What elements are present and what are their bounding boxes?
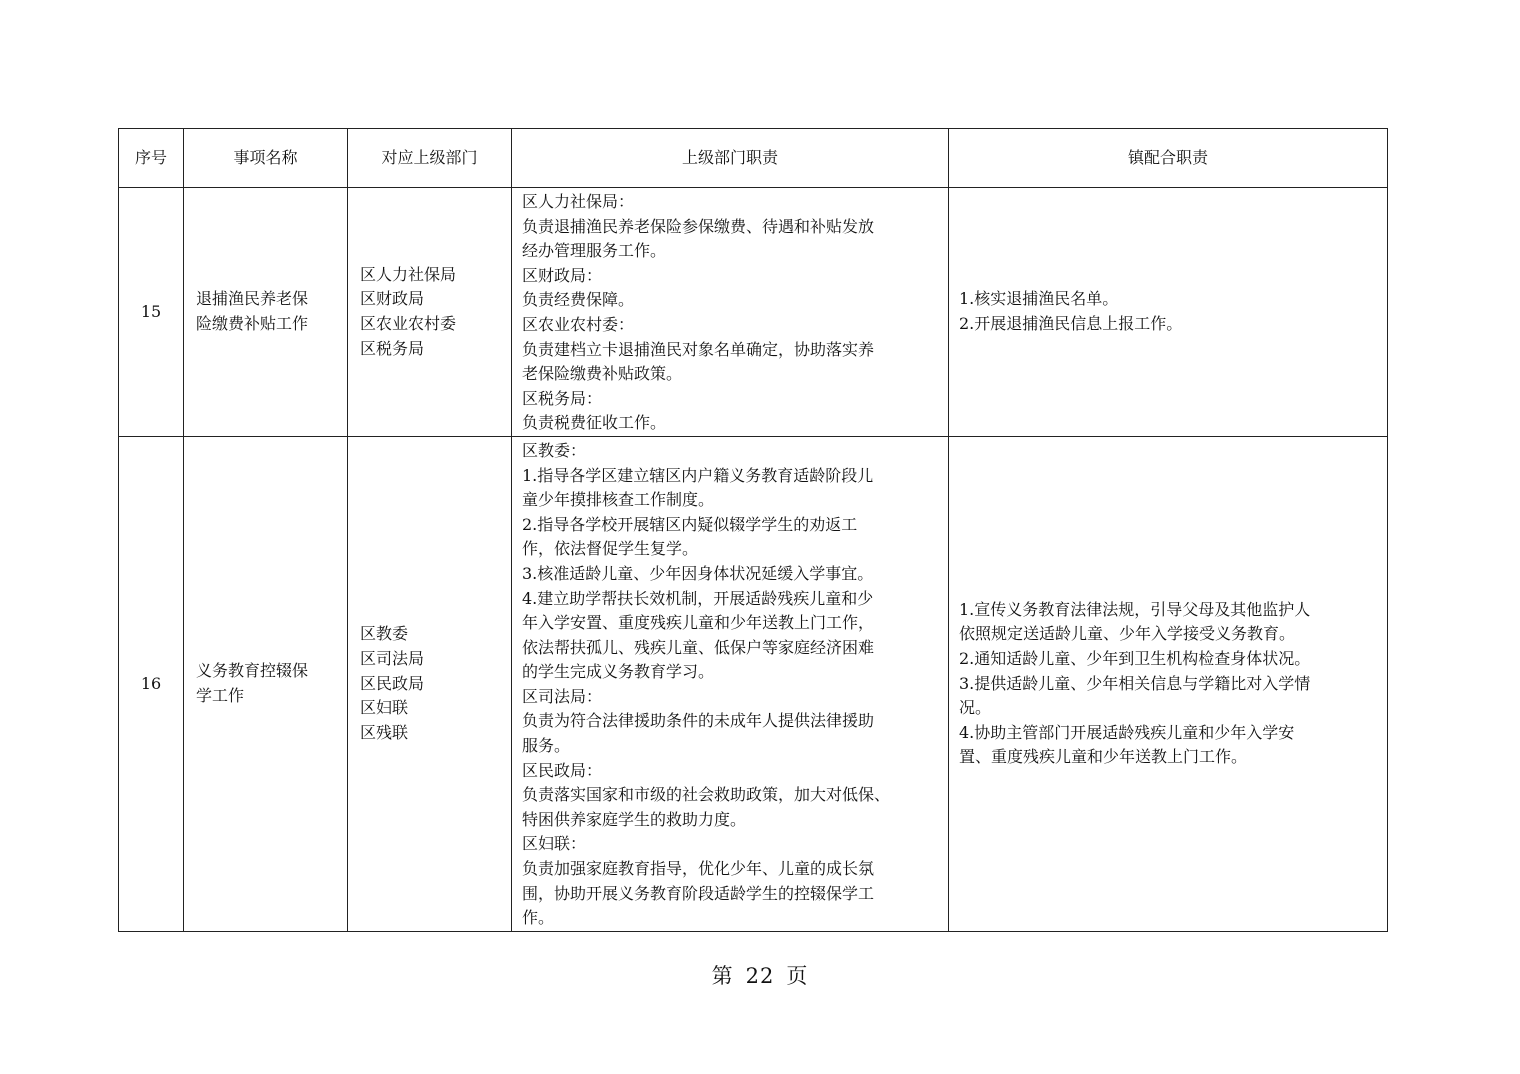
duty-line: 区财政局：: [522, 265, 603, 285]
town-duty-line: 依照规定送适龄儿童、少年入学接受义务教育。: [959, 624, 1296, 644]
dept-line: 区妇联: [360, 698, 409, 718]
duty-line: 作。: [522, 908, 555, 928]
town-duty-cell: [949, 436, 1388, 931]
duty-line: 服务。: [522, 736, 571, 756]
duty-line: 负责退捕渔民养老保险参保缴费、待遇和补贴发放: [522, 216, 875, 236]
duty-line: 经办管理服务工作。: [522, 241, 667, 261]
town-duty-line: 3.提供适龄儿童、少年相关信息与学籍比对入学情: [959, 673, 1311, 693]
duty-line: 负责加强家庭教育指导，优化少年、儿童的成长氛: [522, 859, 875, 879]
table-header-row: [119, 129, 1388, 188]
duty-line: 负责落实国家和市级的社会救助政策，加大对低保、: [522, 785, 891, 805]
duty-line: 依法帮扶孤儿、残疾儿童、低保户等家庭经济困难: [522, 637, 875, 657]
duty-line: 1.指导各学区建立辖区内户籍义务教育适龄阶段儿: [522, 465, 874, 485]
duty-line: 老保险缴费补贴政策。: [522, 364, 683, 384]
duty-line: 的学生完成义务教育学习。: [522, 662, 715, 682]
dept-line: 区农业农村委: [360, 313, 457, 333]
seq-cell: 15: [119, 188, 184, 437]
duty-line: 区税务局：: [522, 388, 603, 408]
superior-duty-cell: [512, 436, 949, 931]
duty-line: 负责建档立卡退捕渔民对象名单确定，协助落实养: [522, 339, 875, 359]
header-town-duty: 镇配合职责: [949, 129, 1388, 188]
item-name-cell: [184, 436, 348, 931]
duty-line: 区人力社保局：: [522, 192, 635, 211]
header-superior-duty: 上级部门职责: [512, 129, 949, 188]
town-duty-line: 1.宣传义务教育法律法规，引导父母及其他监护人: [959, 599, 1311, 619]
duty-line: 4.建立助学帮扶长效机制，开展适龄残疾儿童和少: [522, 588, 874, 608]
header-item-name: 事项名称: [184, 129, 348, 188]
superior-dept-cell: [348, 436, 512, 931]
duty-line: 区农业农村委：: [522, 314, 635, 334]
seq-cell: 16: [119, 436, 184, 931]
item-name-line: 退捕渔民养老保: [196, 289, 309, 309]
dept-line: 区财政局: [360, 289, 425, 309]
item-name-cell: [184, 188, 348, 437]
page-number: 22: [745, 964, 775, 988]
town-duty-line: 2.通知适龄儿童、少年到卫生机构检查身体状况。: [959, 648, 1311, 668]
item-name-line: 义务教育控辍保: [196, 661, 309, 681]
page-prefix: 第: [711, 964, 734, 988]
header-seq: 序号: [119, 129, 184, 188]
page-number-footer: [0, 960, 1520, 990]
town-duty-line: 4.协助主管部门开展适龄残疾儿童和少年入学安: [959, 722, 1295, 742]
item-name-line: 险缴费补贴工作: [196, 313, 309, 333]
town-duty-line: 2.开展退捕渔民信息上报工作。: [959, 313, 1183, 333]
duty-line: 区妇联：: [522, 834, 587, 854]
duty-table: [118, 128, 1388, 932]
duty-line: 特困供养家庭学生的救助力度。: [522, 809, 747, 829]
duty-line: 负责经费保障。: [522, 290, 635, 310]
duty-line: 区民政局：: [522, 760, 603, 780]
superior-dept-cell: [348, 188, 512, 437]
dept-line: 区教委: [360, 624, 409, 644]
table-row: [119, 188, 1388, 437]
town-duty-line: 1.核实退捕渔民名单。: [959, 289, 1119, 309]
superior-duty-cell: [512, 188, 949, 437]
dept-line: 区税务局: [360, 338, 425, 358]
dept-line: 区民政局: [360, 673, 425, 693]
duty-line: 童少年摸排核查工作制度。: [522, 490, 715, 510]
dept-line: 区人力社保局: [360, 264, 457, 284]
dept-line: 区残联: [360, 722, 409, 742]
duty-line: 区司法局：: [522, 686, 603, 706]
table-row: [119, 436, 1388, 931]
dept-line: 区司法局: [360, 648, 425, 668]
duty-line: 围，协助开展义务教育阶段适龄学生的控辍保学工: [522, 883, 875, 903]
duty-line: 负责税费征收工作。: [522, 413, 667, 433]
duty-line: 年入学安置、重度残疾儿童和少年送教上门工作，: [522, 613, 875, 633]
duty-line: 3.核准适龄儿童、少年因身体状况延缓入学事宜。: [522, 563, 874, 583]
duty-line: 区教委：: [522, 440, 587, 460]
duty-line: 作，依法督促学生复学。: [522, 539, 699, 559]
town-duty-line: 况。: [959, 698, 992, 718]
page-suffix: 页: [786, 964, 809, 988]
header-superior-dept: 对应上级部门: [348, 129, 512, 188]
duty-line: 负责为符合法律援助条件的未成年人提供法律援助: [522, 711, 875, 731]
town-duty-line: 置、重度残疾儿童和少年送教上门工作。: [959, 747, 1248, 767]
duty-line: 2.指导各学校开展辖区内疑似辍学学生的劝返工: [522, 514, 858, 534]
item-name-line: 学工作: [196, 685, 245, 705]
town-duty-cell: [949, 188, 1388, 437]
